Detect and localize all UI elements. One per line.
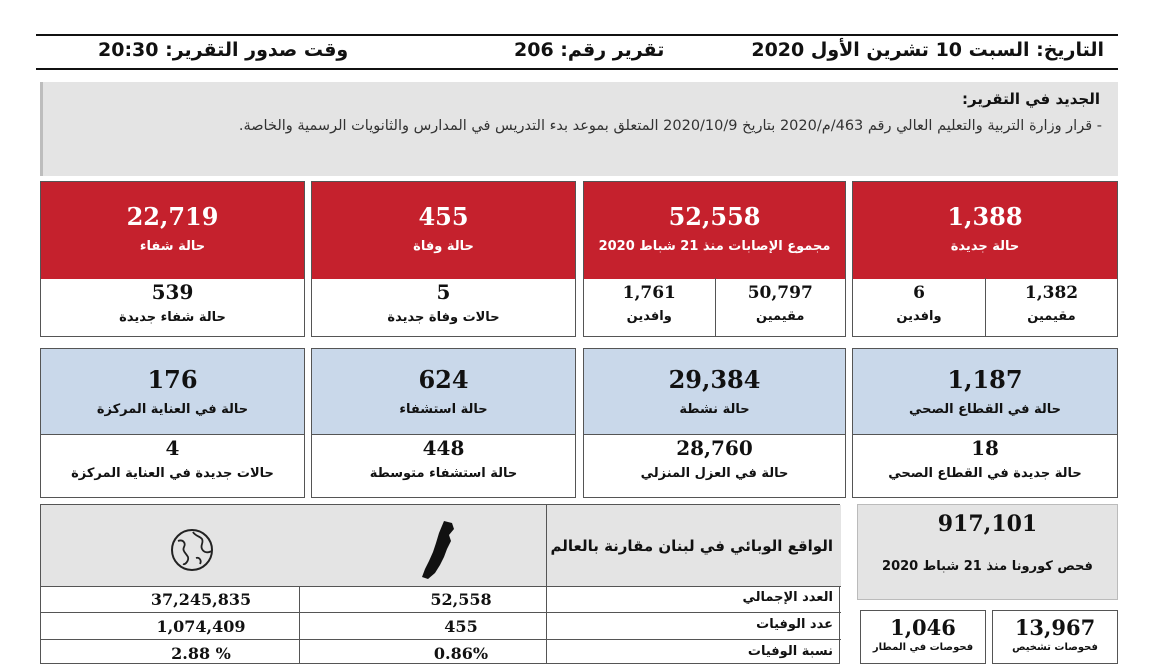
card-hospitalized-sub bbox=[312, 434, 575, 497]
news-text: - قرار وزارة التربية والتعليم العالي رقم 463/م/2020 بتاريخ 2020/10/9 المتعلق بموعد بدء التدريس في المدارس والثانويات الرسمية والخاصة. bbox=[238, 118, 1102, 134]
card-total-cases-header bbox=[584, 182, 845, 279]
report-number: تقرير رقم: 206 bbox=[514, 39, 665, 61]
card-health-sector bbox=[852, 348, 1118, 498]
new-recovered-value: 539 bbox=[151, 280, 194, 304]
news-box bbox=[40, 82, 1118, 176]
tests-local-label: فحوصات تشخيص bbox=[1012, 642, 1098, 653]
total-cases-arrivals bbox=[584, 278, 715, 336]
recovered-label: حالة شفاء bbox=[139, 239, 206, 254]
total-cases-residents-label: مقيمين bbox=[756, 309, 805, 324]
new-icu-label: حالات جديدة في العناية المركزة bbox=[71, 466, 274, 481]
deaths-label: حالة وفاة bbox=[413, 239, 474, 254]
lebanon-total-value: 52,558 bbox=[430, 590, 492, 609]
new-cases-value: 1,388 bbox=[947, 202, 1023, 231]
comparison-header bbox=[41, 505, 841, 587]
new-health-sector-value: 18 bbox=[971, 436, 999, 460]
card-recovered-sub bbox=[41, 278, 304, 336]
total-cases-arrivals-value: 1,761 bbox=[622, 283, 676, 303]
deaths-row-label: عدد الوفيات bbox=[756, 617, 833, 632]
home-isolation-label: حالة في العزل المنزلي bbox=[640, 466, 789, 481]
comparison-row bbox=[41, 587, 841, 613]
total-cases-label: مجموع الإصابات منذ 21 شباط 2020 bbox=[598, 239, 831, 254]
total-cases-value: 52,558 bbox=[668, 202, 761, 231]
comparison-row bbox=[41, 641, 841, 667]
tests-airport-value: 1,046 bbox=[890, 615, 956, 640]
world-fatality-rate-value: 2.88 % bbox=[171, 644, 231, 663]
total-cases-residents-value: 50,797 bbox=[747, 283, 813, 303]
deaths-value: 455 bbox=[418, 202, 469, 231]
card-new-cases bbox=[852, 181, 1118, 337]
total-row-label: العدد الإجمالي bbox=[742, 590, 833, 605]
world-deaths-value: 1,074,409 bbox=[156, 617, 246, 636]
card-deaths-sub bbox=[312, 278, 575, 336]
report-date: التاريخ: السبت 10 تشرين الأول 2020 bbox=[751, 39, 1104, 61]
card-total-cases bbox=[583, 181, 846, 337]
card-hospitalized-header bbox=[312, 349, 575, 435]
new-cases-arrivals bbox=[853, 278, 985, 336]
tests-local-box bbox=[992, 610, 1118, 664]
new-cases-label: حالة جديدة bbox=[950, 239, 1020, 254]
new-icu-value: 4 bbox=[165, 436, 180, 460]
card-new-cases-header bbox=[853, 182, 1117, 279]
tests-total-label: فحص كورونا منذ 21 شباط 2020 bbox=[882, 559, 1093, 574]
card-total-cases-split bbox=[584, 278, 845, 336]
card-active bbox=[583, 348, 846, 498]
comparison-row bbox=[41, 614, 841, 640]
total-cases-arrivals-label: وافدين bbox=[626, 309, 672, 324]
moderate-hospitalized-label: حالة استشفاء متوسطة bbox=[369, 466, 518, 481]
icu-label: حالة في العناية المركزة bbox=[96, 402, 249, 417]
new-cases-arrivals-label: وافدين bbox=[896, 309, 942, 324]
report-release-time: وقت صدور التقرير: 20:30 bbox=[98, 39, 349, 61]
card-active-header bbox=[584, 349, 845, 435]
active-value: 29,384 bbox=[668, 365, 761, 394]
report-header bbox=[36, 34, 1118, 70]
tests-total-value: 917,101 bbox=[937, 511, 1038, 537]
tests-local-value: 13,967 bbox=[1014, 615, 1096, 640]
tests-airport-label: فحوصات في المطار bbox=[872, 642, 974, 653]
moderate-hospitalized-value: 448 bbox=[422, 436, 465, 460]
new-health-sector-label: حالة جديدة في القطاع الصحي bbox=[888, 466, 1082, 481]
lebanon-fatality-rate-value: 0.86% bbox=[433, 644, 489, 663]
comparison-table bbox=[40, 504, 840, 664]
health-sector-value: 1,187 bbox=[947, 365, 1023, 394]
recovered-value: 22,719 bbox=[126, 202, 219, 231]
tests-panel bbox=[857, 504, 1118, 600]
new-cases-arrivals-value: 6 bbox=[913, 283, 925, 303]
lebanon-deaths-value: 455 bbox=[444, 617, 478, 636]
lebanon-map-icon bbox=[418, 519, 458, 581]
card-recovered-header bbox=[41, 182, 304, 279]
total-cases-residents bbox=[715, 278, 846, 336]
icu-value: 176 bbox=[147, 365, 198, 394]
card-deaths bbox=[311, 181, 576, 337]
card-recovered bbox=[40, 181, 305, 337]
home-isolation-value: 28,760 bbox=[676, 436, 753, 460]
card-active-sub bbox=[584, 434, 845, 497]
fatality-rate-row-label: نسبة الوفيات bbox=[747, 644, 833, 659]
tests-airport-box bbox=[860, 610, 986, 664]
card-hospitalized bbox=[311, 348, 576, 498]
card-health-sector-header bbox=[853, 349, 1117, 435]
globe-icon bbox=[169, 527, 215, 573]
new-recovered-label: حالة شفاء جديدة bbox=[119, 310, 226, 325]
card-icu-sub bbox=[41, 434, 304, 497]
comparison-title: الواقع الوبائي في لبنان مقارنة بالعالم bbox=[550, 537, 833, 555]
active-label: حالة نشطة bbox=[679, 402, 750, 417]
new-cases-residents bbox=[985, 278, 1117, 336]
health-sector-label: حالة في القطاع الصحي bbox=[908, 402, 1062, 417]
card-health-sector-sub bbox=[853, 434, 1117, 497]
new-deaths-label: حالات وفاة جديدة bbox=[387, 310, 500, 325]
card-icu bbox=[40, 348, 305, 498]
card-new-cases-split bbox=[853, 278, 1117, 336]
new-cases-residents-label: مقيمين bbox=[1027, 309, 1076, 324]
hospitalized-value: 624 bbox=[418, 365, 469, 394]
new-deaths-value: 5 bbox=[436, 280, 451, 304]
new-cases-residents-value: 1,382 bbox=[1024, 283, 1079, 303]
world-total-value: 37,245,835 bbox=[150, 590, 252, 609]
news-title: الجديد في التقرير: bbox=[962, 90, 1100, 108]
hospitalized-label: حالة استشفاء bbox=[399, 402, 488, 417]
card-icu-header bbox=[41, 349, 304, 435]
card-deaths-header bbox=[312, 182, 575, 279]
